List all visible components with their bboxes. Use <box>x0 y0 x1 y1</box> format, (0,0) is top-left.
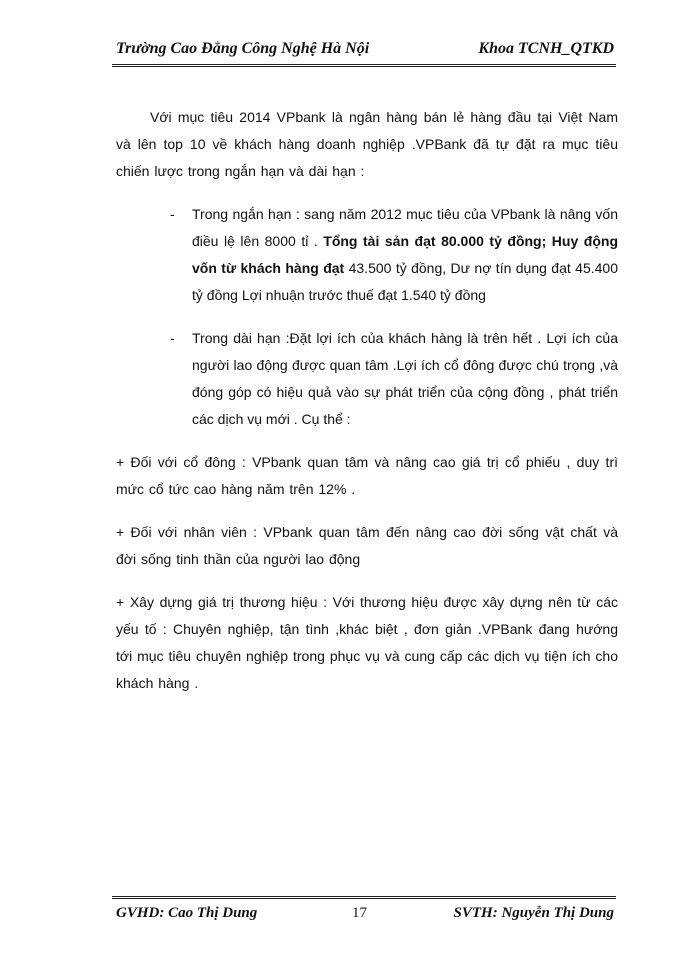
header-faculty: Khoa TCNH_QTKD <box>478 40 614 57</box>
point-employees: + Đối với nhân viên : VPbank quan tâm đến nâng cao đời sống vật chất và đời sống tinh thần của người lao động <box>116 524 618 567</box>
goal-short-term <box>116 201 618 309</box>
intro-paragraph: Với mục tiêu 2014 VPbank là ngân hàng bán lẻ hàng đầu tại Việt Nam và lên top 10 về khách hàng doanh nghiệp .VPBank đã tự đặt ra mục tiêu chiến lược trong ngắn hạn và dài hạn : <box>116 109 618 179</box>
goal-short-term-text-1: Trong ngắn hạn : sang năm 2012 mục tiêu của VPbank là nâng vốn điều lệ lên 8000 tỉ . <box>192 206 618 249</box>
goal-long-term <box>116 325 618 433</box>
bullet-dash: - <box>170 330 175 346</box>
document-body <box>116 104 618 697</box>
footer-page-number: 17 <box>352 905 367 921</box>
point-shareholders: + Đối với cổ đông : VPbank quan tâm và nâng cao giá trị cổ phiếu , duy trì mức cổ tức cao hàng năm trên 12% . <box>116 454 618 497</box>
goal-short-term-bold: Tổng tài sản đạt 80.000 tỷ đồng; Huy động vốn từ khách hàng đạt <box>192 233 618 276</box>
goals-list <box>116 201 618 433</box>
goal-long-term-text: Trong dài hạn :Đặt lợi ích của khách hàng là trên hết . Lợi ích của người lao động được quan tâm .Lợi ích cổ đông được chú trọng ,và đóng góp có hiệu quả vào sự phát triển của cộng đồng , phát triển các dịch vụ mới . Cụ thể : <box>192 330 618 427</box>
point-brand-value: + Xây dựng giá trị thương hiệu : Với thương hiệu được xây dựng nên từ các yếu tố : Chuyên nghiệp, tận tình ,khác biệt , đơn giản .VPBank đang hướng tới mục tiêu chuyên nghiệp trong phục vụ và cung cấp các dịch vụ tiện ích cho khách hàng . <box>116 594 618 691</box>
footer-teacher: GVHD: Cao Thị Dung <box>116 905 258 921</box>
header-school-name: Trường Cao Đẳng Công Nghệ Hà Nội <box>116 40 370 57</box>
page-header <box>112 38 616 67</box>
bullet-dash: - <box>170 206 175 222</box>
page-footer <box>112 896 616 927</box>
goal-short-term-text-2: 43.500 tỷ đồng, Dư nợ tín dụng đạt 45.400 tỷ đồng Lợi nhuận trước thuế đạt 1.540 tỷ đồng <box>192 260 618 303</box>
footer-student: SVTH: Nguyễn Thị Dung <box>453 905 614 921</box>
